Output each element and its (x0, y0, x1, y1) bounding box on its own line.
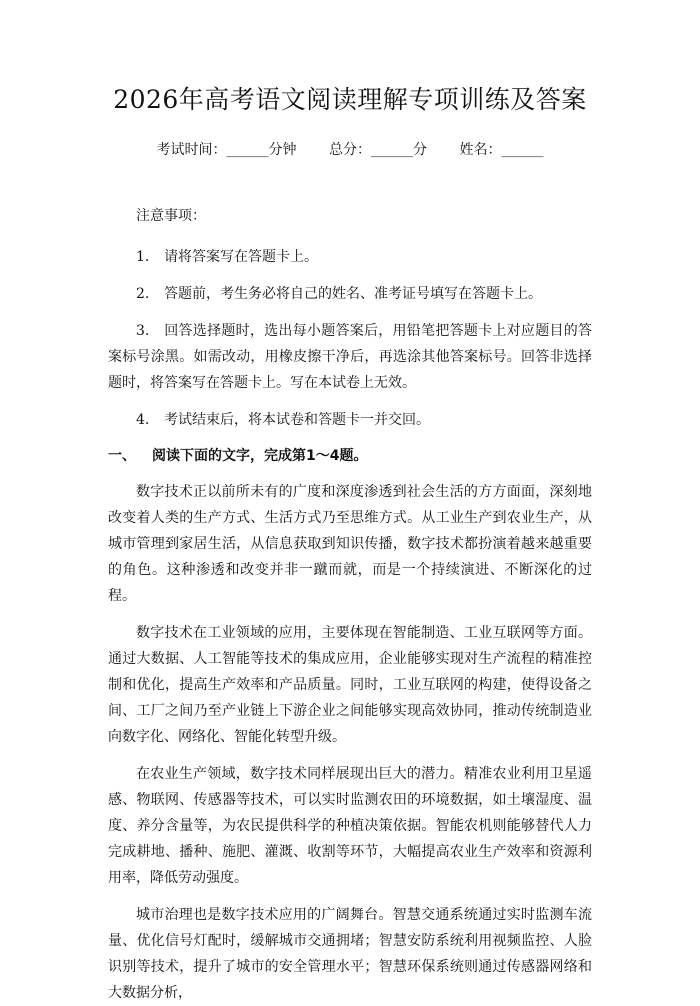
student-name-field: 姓名：______ (459, 142, 544, 158)
passage-paragraph: 在农业生产领域，数字技术同样展现出巨大的潜力。精准农业利用卫星遥感、物联网、传感器等技术，可以实时监测农田的环境数据，如土壤湿度、温度、养分含量等，为农民提供科学的种植决策依据。智能农机则能够替代人力完成耕地、播种、施肥、灌溉、收割等环节，大幅提高农业生产效率和资源利用率，降低劳动强度。 (108, 766, 592, 886)
exam-info-line (108, 140, 592, 160)
exam-time-field: 考试时间：______分钟 (156, 142, 297, 158)
note-number: 3. (136, 323, 150, 339)
note-number: 1. (136, 249, 150, 265)
note-text: 请将答案写在答题卡上。 (164, 249, 318, 265)
note-item (108, 318, 592, 396)
passage-paragraph: 城市治理也是数字技术应用的广阔舞台。智慧交通系统通过实时监测车流量、优化信号灯配时，缓解城市交通拥堵；智慧安防系统利用视频监控、人脸识别等技术，提升了城市的安全管理水平；智慧环保系统则通过传感器网络和大数据分析， (108, 907, 592, 1001)
total-score-field: 总分：______分 (329, 142, 427, 158)
note-text: 考试结束后，将本试卷和答题卡一并交回。 (164, 412, 430, 428)
note-number: 4. (136, 412, 150, 428)
note-text: 答题前，考生务必将自己的姓名、准考证号填写在答题卡上。 (164, 286, 542, 302)
passage-paragraph: 数字技术在工业领域的应用，主要体现在智能制造、工业互联网等方面。通过大数据、人工智能等技术的集成应用，企业能够实现对生产流程的精准控制和优化，提高生产效率和产品质量。同时，工业互联网的构建，使得设备之间、工厂之间乃至产业链上下游企业之间能够实现高效协同，推动传统制造业向数字化、网络化、智能化转型升级。 (108, 625, 592, 745)
section-instruction: 阅读下面的文字，完成第1～4题。 (152, 448, 368, 464)
document-title: 2026年高考语文阅读理解专项训练及答案 (113, 85, 587, 114)
note-text: 回答选择题时，选出每小题答案后，用铅笔把答题卡上对应题目的答案标号涂黑。如需改动，用橡皮擦干净后，再选涂其他答案标号。回答非选择题时，将答案写在答题卡上。写在本试卷上无效。 (108, 323, 592, 391)
passage-paragraph: 数字技术正以前所未有的广度和深度渗透到社会生活的方方面面，深刻地改变着人类的生产方式、生活方式乃至思维方式。从工业生产到农业生产，从城市管理到家居生活，从信息获取到知识传播，数字技术都扮演着越来越重要的角色。这种渗透和改变并非一蹴而就，而是一个持续演进、不断深化的过程。 (108, 484, 592, 604)
notes-heading: 注意事项： (136, 208, 206, 224)
note-number: 2. (136, 286, 150, 302)
note-item (108, 281, 592, 307)
section-number: 一、 (108, 448, 136, 464)
note-item (108, 244, 592, 270)
note-item (108, 407, 592, 433)
section-heading (108, 445, 592, 467)
